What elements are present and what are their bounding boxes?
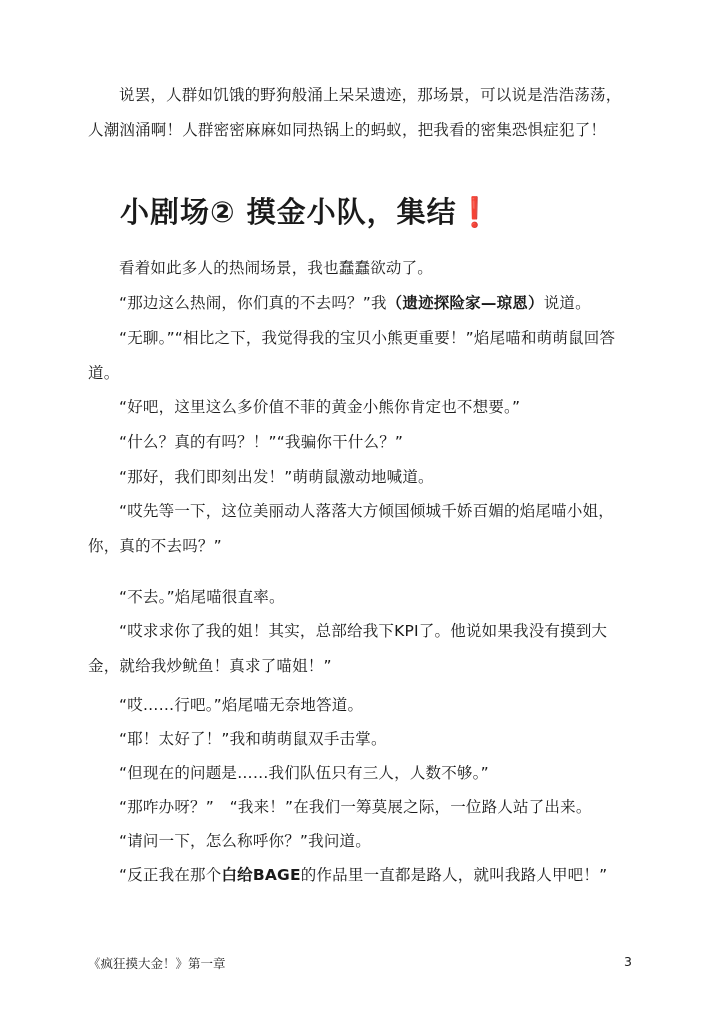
section-heading (120, 190, 494, 234)
paragraph-ok: “哎……行吧。”焰尾喵无奈地答道。 (119, 696, 364, 714)
paragraph-kpi: “哎求求你了我的姐！其实，总部给我下KPI了。他说如果我没有摸到大金，就给我炒鱿鱼！真求了喵姐！” (88, 622, 608, 675)
paragraph-team-size: “但现在的问题是……我们队伍只有三人，人数不够。” (119, 764, 489, 782)
qiongen-quote: “那边这么热闹，你们真的不去吗？”我 (119, 294, 387, 312)
footer-title: 《疯狂摸大金！》第一章 (88, 956, 226, 971)
paragraph-name-question: “请问一下，怎么称呼你？”我问道。 (119, 832, 371, 850)
paragraph-intro: 看着如此多人的热闹场景，我也蠢蠢欲动了。 (119, 259, 434, 277)
paragraph-golden-bears: “好吧，这里这么多价值不菲的黄金小熊你肯定也不想要。” (119, 398, 521, 416)
paragraph-crowd: 说罢，人群如饥饿的野狗般涌上呆呆遗迹，那场景，可以说是浩浩荡荡，人潮汹涌啊！人群密密麻麻如同热锅上的蚂蚁，把我看的密集恐惧症犯了！ (88, 86, 622, 139)
character-tag-qiongen: （遗迹探险家—琼恩） (386, 294, 544, 312)
paragraph-really: “什么？真的有吗？！”“我骗你干什么？” (119, 433, 404, 451)
paragraph-set-off: “那好，我们即刻出发！”萌萌鼠激动地喊道。 (119, 468, 434, 486)
qiongen-said: 说道。 (543, 294, 591, 312)
paragraph-no: “不去。”焰尾喵很直率。 (119, 588, 285, 606)
paragraph-passerby (88, 858, 636, 893)
heading-text: 小剧场② 摸金小队，集结 (120, 195, 457, 229)
page-number: 3 (624, 954, 632, 969)
paragraph-answer: “无聊。”“相比之下，我觉得我的宝贝小熊更重要！”焰尾喵和萌萌鼠回答道。 (88, 329, 616, 382)
paragraph-high-five: “耶！太好了！”我和萌萌鼠双手击掌。 (119, 730, 387, 748)
passerby-quote: “反正我在那个 (119, 866, 222, 884)
paragraph-miss-yanweimiao: “哎先等一下，这位美丽动人落落大方倾国倾城千娇百媚的焰尾喵小姐，你，真的不去吗？” (88, 502, 614, 555)
passerby-quote-end: 的作品里一直都是路人，就叫我路人甲吧！” (300, 866, 608, 884)
paragraph-volunteer: “那咋办呀？” “我来！”在我们一筹莫展之际，一位路人站了出来。 (119, 798, 592, 816)
exclamation-mark-icon: ❗ (456, 195, 494, 229)
paragraph-qiongen (88, 286, 636, 321)
author-name-bold: 白给BAGE (221, 866, 301, 884)
